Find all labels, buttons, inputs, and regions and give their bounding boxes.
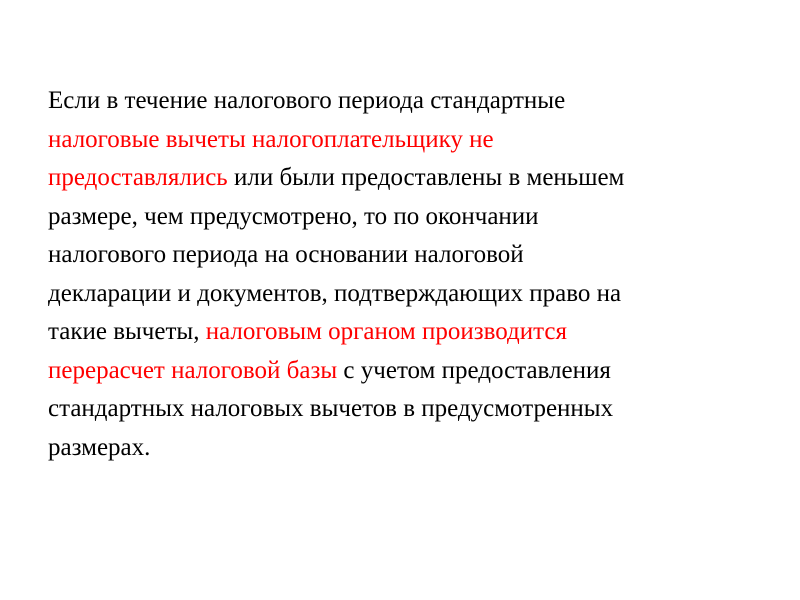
text-segment: размерах. xyxy=(48,433,151,461)
text-segment: налогового периода на основании налоговой xyxy=(48,241,524,268)
paragraph-line xyxy=(48,352,768,391)
paragraph-line xyxy=(48,313,768,352)
highlighted-text-segment: перерасчет налоговой базы xyxy=(48,356,338,384)
text-segment: или были предоставлены в меньшем xyxy=(227,164,625,191)
paragraph-line xyxy=(48,198,768,237)
paragraph-line xyxy=(48,390,768,429)
text-segment: декларации и документов, подтверждающих право на xyxy=(48,279,622,307)
highlighted-text-segment: налоговые вычеты налогоплательщику не xyxy=(48,125,494,153)
text-segment: такие вычеты, xyxy=(48,318,206,345)
highlighted-text-segment: налоговым органом производится xyxy=(205,318,567,345)
text-segment: стандартных налоговых вычетов в предусмотренных xyxy=(48,395,614,422)
paragraph-line xyxy=(48,159,768,198)
highlighted-text-segment: предоставлялись xyxy=(48,164,228,191)
text-segment: с учетом предоставления xyxy=(337,356,611,384)
text-segment: Если в течение налогового периода стандартные xyxy=(48,87,566,114)
paragraph-line xyxy=(48,236,768,275)
paragraph-line xyxy=(48,275,768,314)
paragraph-line xyxy=(48,82,768,121)
text-segment: размере, чем предусмотрено, то по окончании xyxy=(48,202,539,230)
body-paragraph xyxy=(48,82,768,467)
paragraph-line xyxy=(48,121,768,160)
paragraph-line xyxy=(48,429,768,468)
